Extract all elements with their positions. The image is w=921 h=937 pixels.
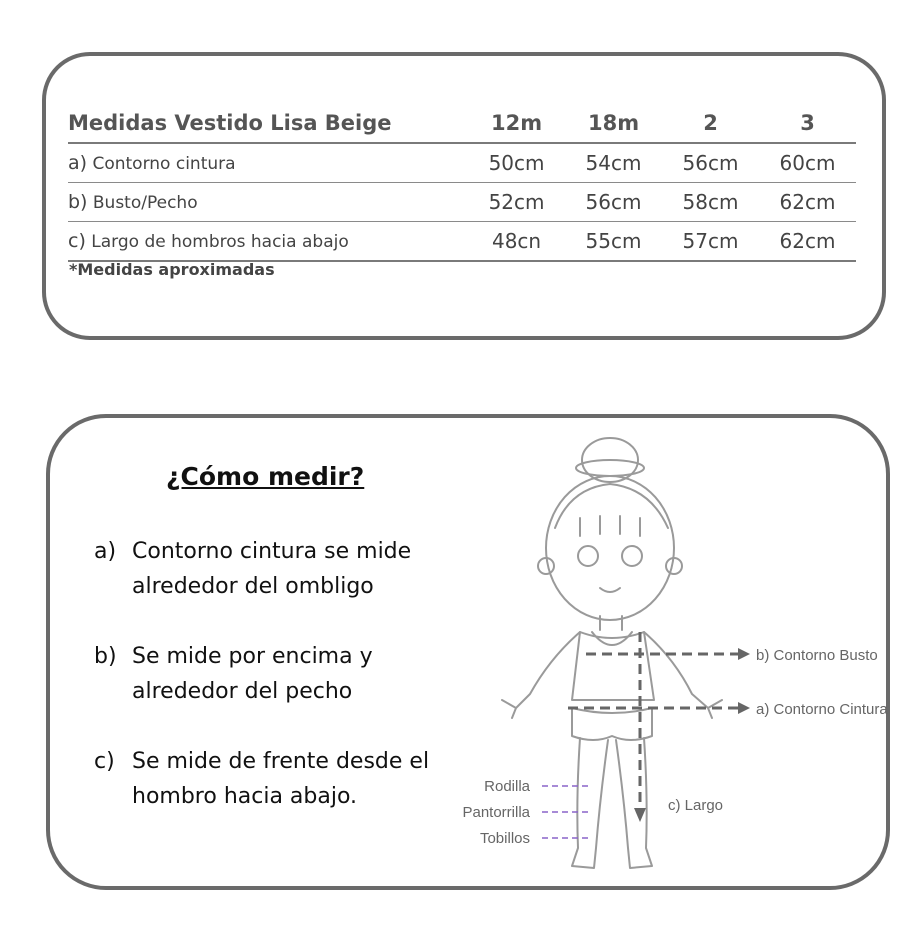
row-label bbox=[68, 183, 468, 222]
header-3: 3 bbox=[759, 104, 856, 143]
header-18m: 18m bbox=[565, 104, 662, 143]
cell-value: 50cm bbox=[468, 143, 565, 183]
cell-value: 62cm bbox=[759, 183, 856, 222]
rodilla-label: Rodilla bbox=[484, 778, 530, 795]
busto-label: b) Contorno Busto bbox=[756, 647, 878, 664]
tobillos-label: Tobillos bbox=[479, 830, 530, 847]
header-2: 2 bbox=[662, 104, 759, 143]
step-letter: c) bbox=[94, 749, 115, 774]
largo-label: c) Largo bbox=[668, 797, 724, 814]
row-label bbox=[68, 222, 468, 262]
list-item bbox=[94, 534, 474, 604]
row-label bbox=[68, 143, 468, 183]
pantorrilla-label: Pantorrilla bbox=[462, 804, 530, 821]
cell-value: 55cm bbox=[565, 222, 662, 262]
table-row bbox=[68, 143, 856, 183]
header-title: Medidas Vestido Lisa Beige bbox=[68, 104, 468, 143]
step-text: Se mide por encima y alrededor del pecho bbox=[132, 644, 373, 704]
list-item bbox=[94, 639, 474, 709]
cell-value: 57cm bbox=[662, 222, 759, 262]
largo-arrow bbox=[634, 632, 646, 822]
cell-value: 54cm bbox=[565, 143, 662, 183]
step-letter: b) bbox=[94, 644, 117, 669]
howto-title: ¿Cómo medir? bbox=[166, 462, 365, 491]
table-row bbox=[68, 183, 856, 222]
cintura-label: a) Contorno Cintura bbox=[756, 701, 888, 718]
cell-value: 60cm bbox=[759, 143, 856, 183]
step-letter: a) bbox=[94, 539, 117, 564]
cell-value: 56cm bbox=[662, 143, 759, 183]
cell-value: 62cm bbox=[759, 222, 856, 262]
row-letter: b) bbox=[68, 191, 88, 213]
sizes-card bbox=[42, 52, 886, 340]
sizes-header-row bbox=[68, 104, 856, 143]
row-text: Largo de hombros hacia abajo bbox=[91, 232, 349, 252]
approx-note: *Medidas aproximadas bbox=[69, 260, 275, 279]
sizes-table bbox=[68, 104, 856, 262]
cell-value: 58cm bbox=[662, 183, 759, 222]
row-text: Busto/Pecho bbox=[92, 193, 198, 213]
step-text: Se mide de frente desde el hombro hacia abajo. bbox=[132, 749, 430, 809]
howto-card bbox=[46, 414, 890, 890]
cell-value: 52cm bbox=[468, 183, 565, 222]
step-text: Contorno cintura se mide alrededor del ombligo bbox=[132, 539, 412, 599]
header-12m: 12m bbox=[468, 104, 565, 143]
cell-value: 56cm bbox=[565, 183, 662, 222]
cell-value: 48cn bbox=[468, 222, 565, 262]
row-letter: a) bbox=[68, 152, 88, 174]
row-letter: c) bbox=[68, 230, 86, 252]
steps-list bbox=[94, 534, 474, 849]
table-row bbox=[68, 222, 856, 262]
child-figure-illustration bbox=[430, 418, 890, 888]
list-item bbox=[94, 744, 474, 814]
row-text: Contorno cintura bbox=[92, 154, 236, 174]
